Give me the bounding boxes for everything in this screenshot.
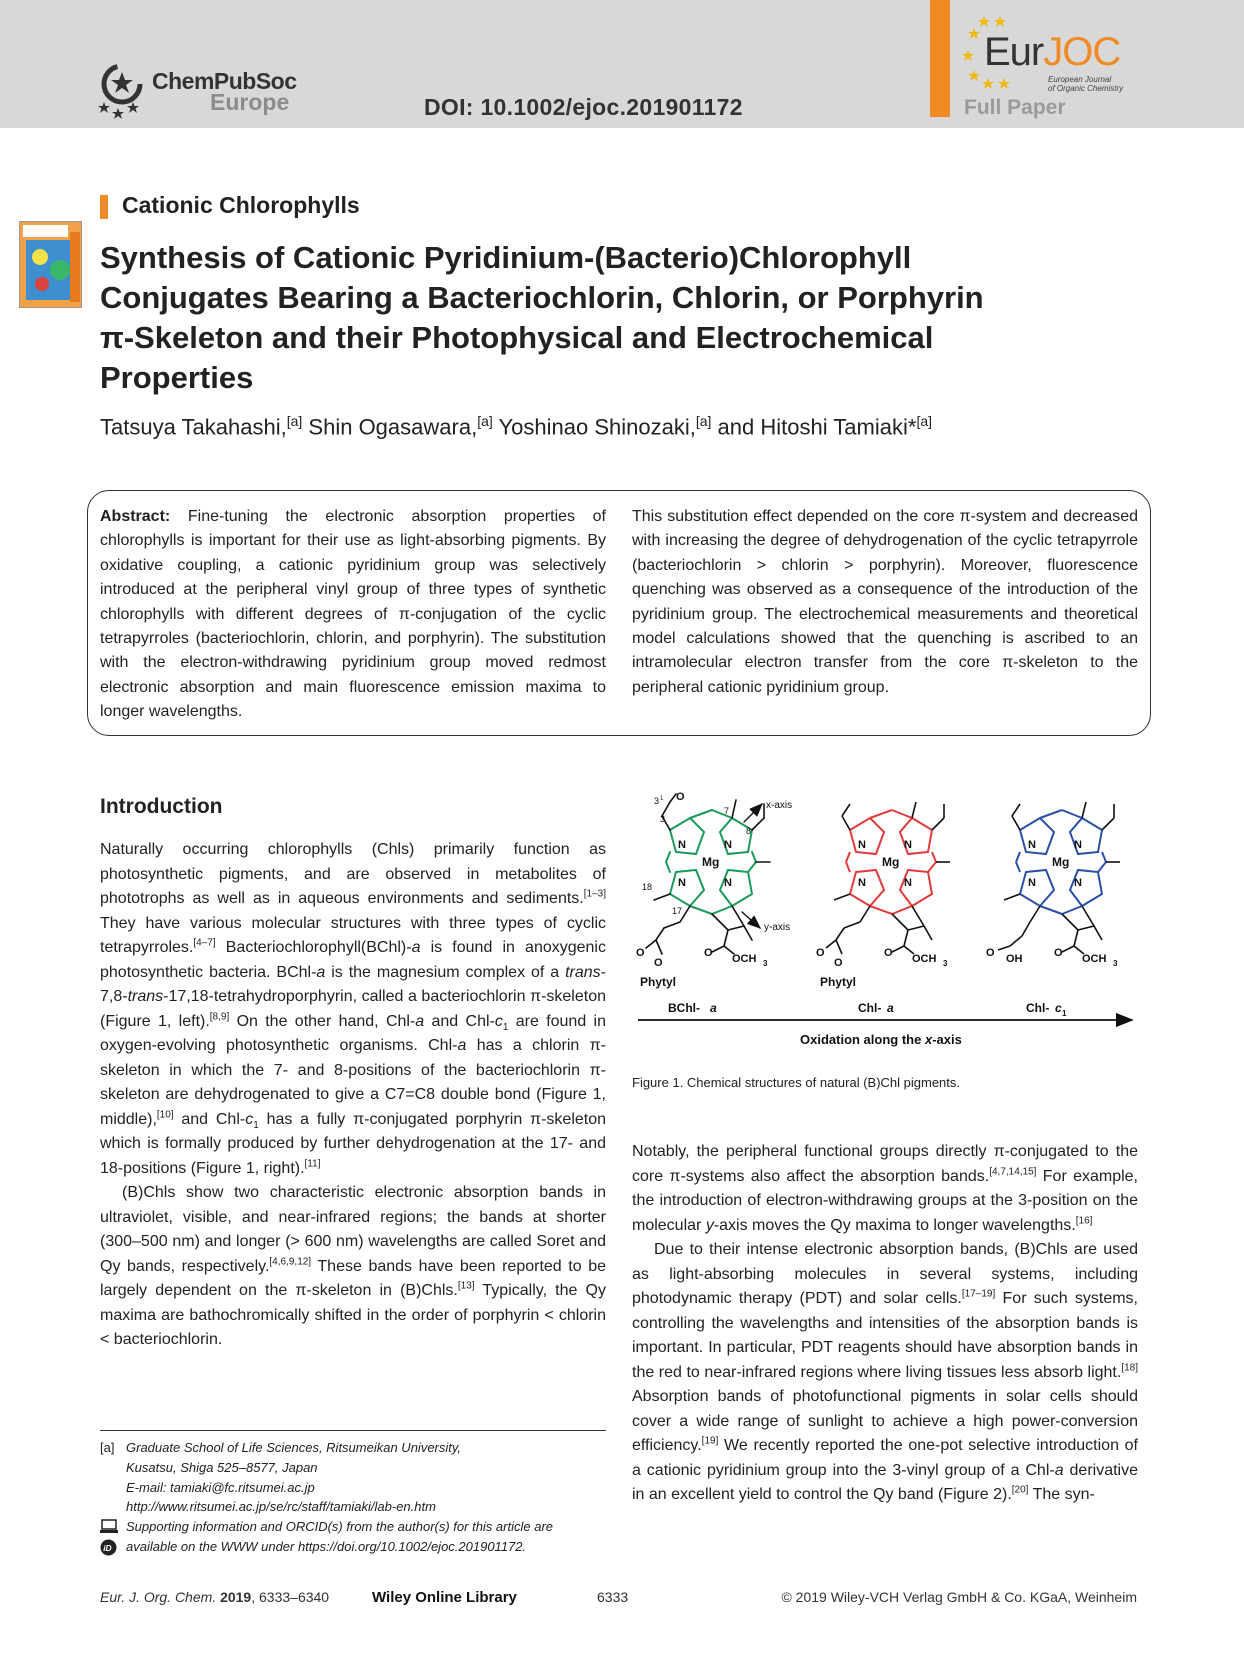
page-header [0, 0, 1244, 128]
journal-cover-thumbnail[interactable] [19, 221, 82, 308]
svg-text:7: 7 [724, 806, 730, 816]
author: Yoshinao Shinozaki, [498, 414, 696, 440]
footer-citation: Eur. J. Org. Chem. 2019, 6333–6340 [100, 1589, 330, 1605]
svg-text:Phytyl: Phytyl [640, 975, 677, 989]
svg-text:1: 1 [660, 796, 664, 802]
svg-text:Chl-: Chl- [858, 1001, 882, 1015]
accent-bar [930, 0, 950, 117]
svg-text:3: 3 [1113, 959, 1118, 968]
svg-text:c: c [1055, 1001, 1062, 1015]
svg-text:O: O [986, 947, 995, 959]
abstract-left: Abstract: Fine-tuning the electronic absorption properties of chlorophylls is important for their use as light-absorbing pigments. By oxidative coupling, a cationic pyridinium group was selectively introduced at the peripheral vinyl group of three types of synthetic chlorophylls with different degrees of π-conjugation of the cyclic tetrapyrroles (bacteriochlorin, chlorin, and porphyrin). The substitution with the electron-withdrawing pyridinium group moved redmost electronic absorption and main fluorescence emission maxima to longer wavelengths. [100, 508, 607, 721]
x-axis-arrow-icon [744, 804, 762, 822]
svg-text:N: N [1028, 839, 1036, 851]
svg-text:BChl-: BChl- [668, 1001, 700, 1015]
article-title: Synthesis of Cationic Pyridinium-(Bacterio)Chlorophyll Conjugates Bearing a Bacteriochlorin, Chlorin, or Porphyrin π-Skeleton and their Photophysical and Electrochemical Properties [100, 240, 984, 395]
svg-text:3: 3 [660, 814, 666, 824]
affiliation-footnote: [a] Graduate School of Life Sciences, Ritsumeikan University, Kusatsu, Shiga 525–8577, Japan E-mail: tamiaki@fc.ritsumei.ac.jp http://www.ritsumei.ac.jp/se/rc/staff/tamiaki/lab-en.htm [100, 1438, 606, 1517]
svg-text:3: 3 [943, 959, 948, 968]
doi[interactable]: DOI: 10.1002/ejoc.201901172 [424, 94, 743, 120]
svg-text:O: O [704, 947, 713, 959]
svg-text:1: 1 [1062, 1009, 1067, 1018]
author: and Hitoshi Tamiaki* [717, 414, 917, 440]
intro-heading: Introduction [100, 795, 223, 818]
svg-text:a: a [710, 1001, 717, 1015]
computer-icon [100, 1519, 118, 1535]
ejoc-subtitle: European Journal of Organic Chemistry [1048, 75, 1124, 93]
ejoc-logo [960, 12, 1140, 92]
publisher-sub: Europe [210, 89, 290, 115]
svg-text:OCH: OCH [1082, 953, 1107, 965]
svg-text:N: N [1028, 877, 1036, 889]
ejoc-title: EurJOC [984, 30, 1121, 74]
author: Tatsuya Takahashi, [100, 414, 287, 440]
copyright: © 2019 Wiley-VCH Verlag GmbH & Co. KGaA, Weinheim [781, 1589, 1137, 1605]
footnote-tag: [a] [100, 1440, 115, 1455]
section-accent [100, 195, 108, 219]
svg-text:N: N [1074, 877, 1082, 889]
footnotes [100, 1438, 606, 1557]
svg-text:3: 3 [654, 796, 660, 806]
right-paragraph-2: Due to their intense electronic absorption bands, (B)Chls are used as light-absorbing molecules in several systems, including photodynamic therapy (PDT) and solar cells.[17–19] For such systems, controlling the wavelengths and intensities of the absorption bands is important. In particular, PDT reagents should have absorption bands in the red to near-infrared regions where living tissues less absorb light.[18] Absorption bands of photofunctional pigments in solar cells should cover a wide range of sunlight to achieve a high power-conversion efficiency.[19] We recently reported the one-pot selective introduction of a cationic pyridinium group into the 3-vinyl group of a Chl-a derivative in an excellent yield to control the Qy band (Figure 2).[20] The syn- [632, 1241, 1139, 1503]
bchl-a-structure [636, 791, 792, 1015]
svg-text:N: N [858, 877, 866, 889]
svg-text:17: 17 [672, 906, 683, 916]
svg-text:O: O [676, 791, 685, 803]
page-number: 6333 [597, 1589, 629, 1605]
svg-text:3: 3 [763, 959, 768, 968]
figure-1-structures [632, 790, 1142, 1050]
chl-c1-structure [986, 802, 1120, 1018]
doi-link[interactable]: available on the WWW under https://doi.org/10.1002/ejoc.201901172. [126, 1538, 527, 1554]
lab-url-link[interactable]: http://www.ritsumei.ac.jp/se/rc/staff/tamiaki/lab-en.htm [126, 1499, 436, 1515]
abstract-right: This substitution effect depended on the core π-system and decreased with increasing the degree of dehydrogenation of the cyclic tetrapyrrole (bacteriochlorin > chlorin > porphyrin). Moreover, fluorescence quenching was observed as a consequence of the introduction of the pyridinium group. The electrochemical measurements and theoretical model calculations showed that the quenching is ascribed to an intramolecular electron transfer from the core π-skeleton to the peripheral cationic pyridinium group. [632, 508, 1138, 696]
svg-text:N: N [678, 877, 686, 889]
svg-text:OCH: OCH [732, 953, 757, 965]
publisher-name: ChemPubSoc [152, 68, 297, 94]
chl-a-structure [816, 802, 950, 1015]
svg-text:Mg: Mg [1052, 855, 1070, 869]
svg-text:O: O [884, 947, 893, 959]
article-type: Full Paper [964, 96, 1066, 119]
svg-text:Mg: Mg [882, 855, 900, 869]
svg-text:Phytyl: Phytyl [820, 975, 857, 989]
svg-text:Chl-: Chl- [1026, 1001, 1050, 1015]
svg-text:O: O [834, 957, 843, 969]
svg-text:iD: iD [103, 1543, 112, 1554]
footnote-rule [100, 1430, 606, 1431]
svg-text:y-axis: y-axis [764, 922, 791, 933]
svg-text:N: N [724, 877, 732, 889]
y-axis-arrow-icon [742, 912, 760, 928]
svg-text:Mg: Mg [702, 855, 720, 869]
svg-text:8: 8 [746, 826, 752, 836]
supporting-info-footnote: iD Supporting information and ORCID(s) from the author(s) for this article are available on the WWW under https://doi.org/10.1002/ejoc.201901172. [100, 1517, 606, 1557]
svg-text:OH: OH [1006, 953, 1023, 965]
svg-text:OCH: OCH [912, 953, 937, 965]
orcid-icon [100, 1539, 117, 1556]
svg-text:18: 18 [642, 882, 653, 892]
section-label: Cationic Chlorophylls [122, 192, 360, 218]
intro-paragraph-2: (B)Chls show two characteristic electronic absorption bands in ultraviolet, visible, and near-infrared regions; the bands at shorter (300–500 nm) and longer (> 600 nm) wavelengths are called Soret and Qy bands, respectively.[4,6,9,12] These bands have been reported to be largely dependent on the π-skeleton in (B)Chls.[13] Typically, the Qy maxima are bathochromically shifted in the order of porphyrin < chlorin < bacteriochlorin. [100, 1184, 607, 1348]
oxidation-label: Oxidation along the x-axis [800, 1032, 962, 1047]
svg-text:N: N [858, 839, 866, 851]
svg-text:a: a [887, 1001, 894, 1015]
svg-text:N: N [724, 839, 732, 851]
intro-paragraph-1: Naturally occurring chlorophylls (Chls) primarily function as photosynthetic pigments, and are observed in metabolites of phototrophs as well as in aqueous environments and sediments.[1–3] They have various molecular structures with three types of cyclic tetrapyrroles.[4–7] Bacteriochlorophyll(BChl)-a is found in anoxygenic photosynthetic bacteria. BChl-a is the magnesium complex of a trans-7,8-trans-17,18-tetrahydroporphyrin, called a bacteriochlorin π-skeleton (Figure 1, left).[8,9] On the other hand, Chl-a and Chl-$c_1$ are found in oxygen-evolving photosynthetic organisms. Chl-a has a chlorin π-skeleton in which the 7- and 8-positions of the bacteriochlorin π-skeleton are dehydrogenated to give a C7=C8 double bond (Figure 1, middle),[10] and Chl-$c_1$ has a fully π-conjugated porphyrin π-skeleton which is formally produced by further dehydrogenation at the 17- and 18-positions (Figure 1, right).[11] [100, 841, 607, 1177]
cover-image-icon [20, 222, 82, 308]
svg-text:O: O [636, 947, 645, 959]
svg-text:N: N [1074, 839, 1082, 851]
author: Shin Ogasawara, [308, 414, 478, 440]
svg-text:N: N [904, 877, 912, 889]
svg-text:O: O [1054, 947, 1063, 959]
wiley-online-library-link[interactable]: Wiley Online Library [372, 1589, 517, 1606]
intro-text [100, 838, 606, 1353]
svg-text:O: O [816, 947, 825, 959]
right-column-text [632, 1140, 1138, 1508]
email-link[interactable]: E-mail: tamiaki@fc.ritsumei.ac.jp [126, 1479, 315, 1495]
svg-text:x-axis: x-axis [766, 800, 793, 811]
svg-text:O: O [654, 957, 663, 969]
author-list: Tatsuya Takahashi,[a] Shin Ogasawara,[a] Yoshinao Shinozaki,[a] and Hitoshi Tamiaki*[a] [100, 413, 933, 440]
svg-text:N: N [678, 839, 686, 851]
svg-text:N: N [904, 839, 912, 851]
figure-caption: Figure 1. Chemical structures of natural (B)Chl pigments. [632, 1075, 961, 1090]
right-paragraph-1: Notably, the peripheral functional groups directly π-conjugated to the core π-systems also affect the absorption bands.[4,7,14,15] For example, the introduction of electron-withdrawing groups at the 3-position on the molecular y-axis moves the Qy maxima to longer wavelengths.[16] [632, 1143, 1139, 1234]
